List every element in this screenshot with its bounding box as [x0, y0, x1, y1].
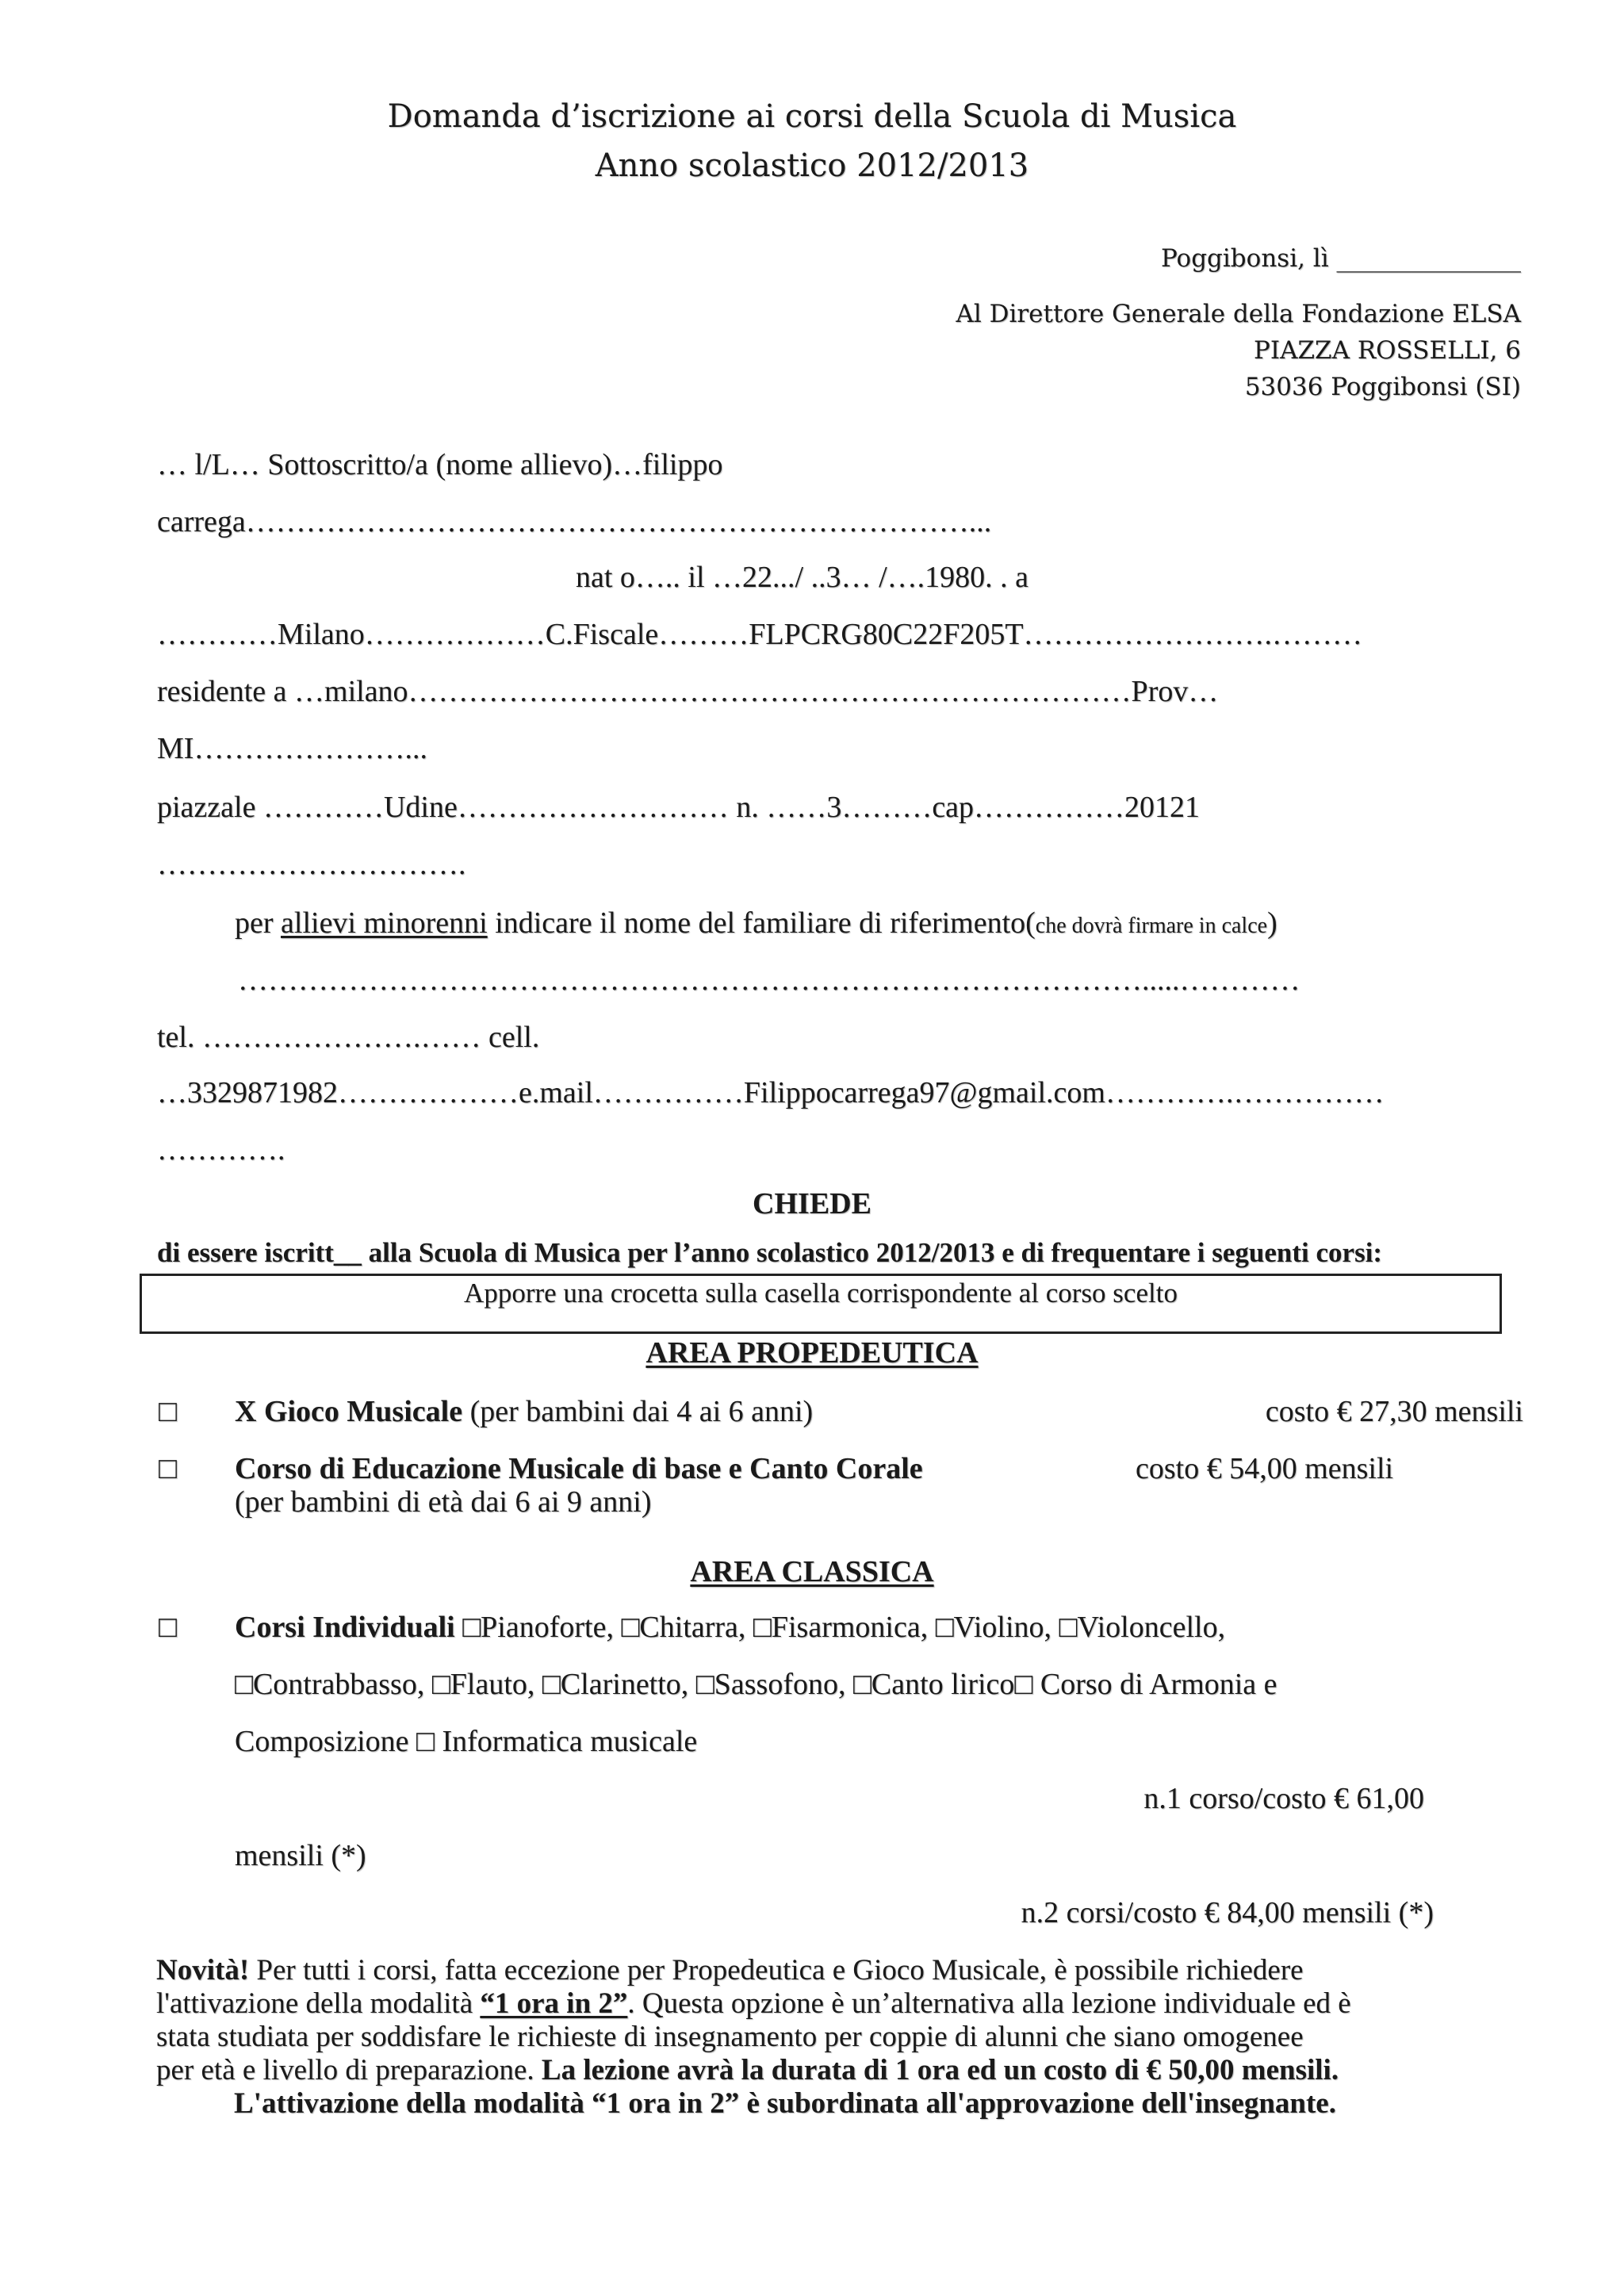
- form-contact-continued: ………….: [157, 1133, 285, 1167]
- instrument-options-line-2[interactable]: □Contrabbasso, □Flauto, □Clarinetto, □Sassofono, □Canto lirico□ Corso di Armonia e: [235, 1668, 1277, 1701]
- document-title: Domanda d’iscrizione ai corsi della Scuola di Musica: [387, 98, 1237, 135]
- form-birth-date: nat o….. il …22.../ ..3… /….1980. . a: [576, 561, 1029, 594]
- checkbox-gioco-musicale[interactable]: □: [159, 1395, 177, 1428]
- form-birthplace-fiscal-code: …………Milano………………C.Fiscale………FLPCRG80C22F205T…………………….………: [157, 618, 1363, 651]
- form-minor-note: per allievi minorenni indicare il nome del familiare di riferimento(che dovrà firmare in calce): [235, 906, 1277, 940]
- cost-one-course: n.1 corso/costo € 61,00: [1143, 1782, 1424, 1815]
- cost-educazione-musicale: costo € 54,00 mensili: [1136, 1452, 1394, 1485]
- lesson-cost-note: La lezione avrà la durata di 1 ora ed un costo di € 50,00 mensili.: [541, 2054, 1339, 2086]
- form-province: MI…………………...: [157, 732, 427, 765]
- minor-students-label: allievi minorenni: [281, 906, 488, 940]
- form-address: piazzale …………Udine……………………… n. ……3………cap……………20121: [157, 791, 1201, 824]
- cost-two-courses: n.2 corsi/costo € 84,00 mensili (*): [1021, 1896, 1434, 1929]
- course-corsi-individuali: Corsi Individuali □Pianoforte, □Chitarra, □Fisarmonica, □Violino, □Violoncello,: [235, 1611, 1226, 1644]
- course-gioco-musicale: X Gioco Musicale (per bambini dai 4 ai 6 anni): [235, 1395, 814, 1428]
- recipient-line-3: 53036 Poggibonsi (SI): [1244, 373, 1521, 401]
- classica-heading: AREA CLASSICA: [690, 1555, 934, 1588]
- form-student-surname: carrega………………………………………………………………...: [157, 505, 992, 538]
- instrument-options-line-1[interactable]: □Pianoforte, □Chitarra, □Fisarmonica, □Violino, □Violoncello,: [454, 1611, 1226, 1644]
- request-subtitle: di essere iscritt__ alla Scuola di Musica per l’anno scolastico 2012/2013 e di frequentare i seguenti corsi:: [157, 1237, 1383, 1268]
- cost-one-course-continued: mensili (*): [235, 1839, 366, 1872]
- cost-gioco-musicale: costo € 27,30 mensili: [1265, 1395, 1523, 1428]
- form-address-continued: ………………………….: [157, 848, 466, 881]
- novita-label: Novità!: [156, 1954, 250, 1987]
- checkbox-educazione-musicale[interactable]: □: [159, 1452, 177, 1485]
- course-educazione-age: (per bambini di età dai 6 ai 9 anni): [235, 1485, 652, 1519]
- form-residence: residente a …milano………………………………………………………………Prov…: [157, 675, 1219, 708]
- instruction-box: Apporre una crocetta sulla casella corrispondente al corso scelto: [140, 1274, 1502, 1334]
- school-year-title: Anno scolastico 2012/2013: [595, 148, 1029, 184]
- form-student-name: … l/L… Sottoscritto/a (nome allievo)…filippo: [157, 448, 723, 481]
- propedeutica-heading: AREA PROPEDEUTICA: [645, 1336, 979, 1370]
- request-heading: CHIEDE: [753, 1187, 871, 1220]
- recipient-line-2: PIAZZA ROSSELLI, 6: [1254, 336, 1521, 365]
- recipient-line-1: Al Direttore Generale della Fondazione ELSA: [956, 300, 1521, 328]
- form-cell-email: …3329871982………………e.mail……………Filippocarrega97@gmail.com………….……………: [157, 1076, 1385, 1109]
- place-date-line: Poggibonsi, lì _______________: [1160, 244, 1521, 273]
- approval-note: L'attivazione della modalità “1 ora in 2” è subordinata all'approvazione dell'insegnante.: [234, 2087, 1336, 2120]
- form-phone: tel. ………………….…… cell.: [157, 1021, 540, 1054]
- checkbox-corsi-individuali[interactable]: □: [159, 1611, 177, 1644]
- form-guardian-name: ……………………………………………………………………………….....…………: [238, 964, 1300, 997]
- instrument-options-line-3[interactable]: Composizione □ Informatica musicale: [235, 1725, 698, 1758]
- novita-paragraph: Novità! Per tutti i corsi, fatta eccezione per Propedeutica e Gioco Musicale, è possibile richiedere l'attivazione della modalità “1 ora in 2”. Questa opzione è un’alternativa alla lezione individuale ed è stata studiata per soddisfare le richieste di insegnamento per coppie di alunni che siano omogenee per età e livello di preparazione. La lezione avrà la durata di 1 ora ed un costo di € 50,00 mensili. L'attivazione della modalità “1 ora in 2” è subordinata all'approvazione dell'insegnante.: [156, 1954, 1504, 2121]
- one-hour-in-two-label: “1 ora in 2”: [480, 1987, 628, 2020]
- course-educazione-musicale: Corso di Educazione Musicale di base e Canto Corale: [235, 1452, 923, 1485]
